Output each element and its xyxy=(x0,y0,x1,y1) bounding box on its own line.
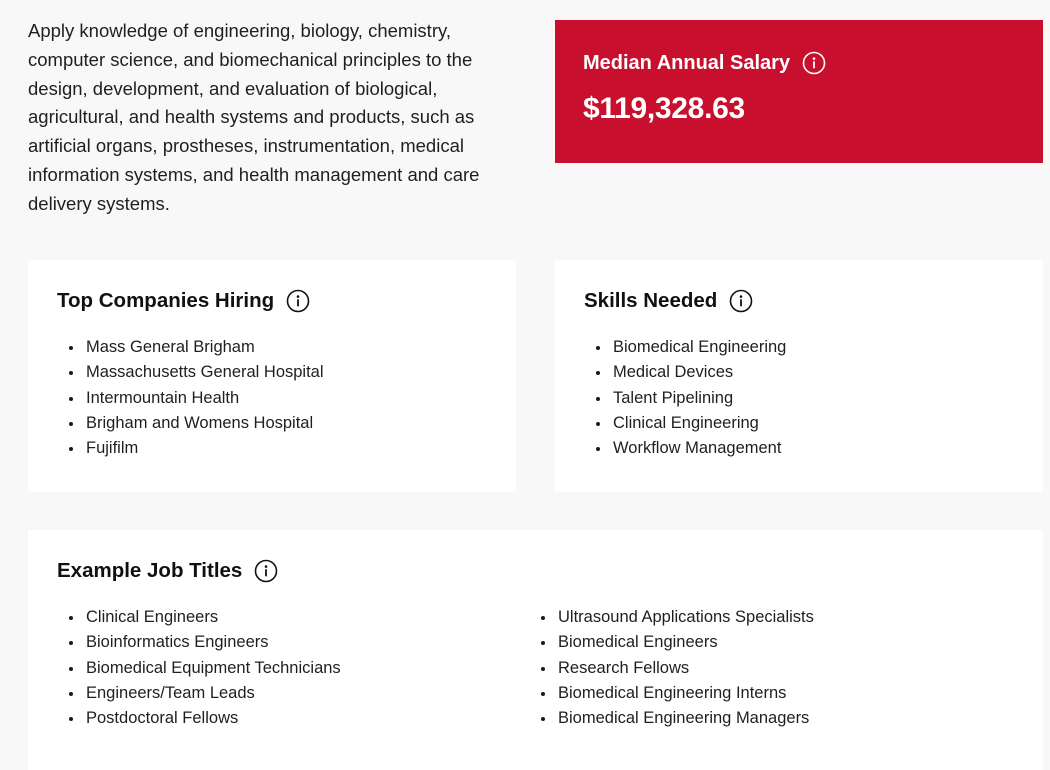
example-job-titles-title: Example Job Titles xyxy=(57,559,243,582)
top-companies-list xyxy=(28,335,324,461)
list-item: Postdoctoral Fellows xyxy=(57,706,341,731)
list-item: Workflow Management xyxy=(584,436,786,461)
job-titles-list-right xyxy=(500,605,814,731)
list-item: Talent Pipelining xyxy=(584,386,786,411)
occupation-description: Apply knowledge of engineering, biology, chemistry, computer science, and biomechanical principles to the design, development, and evaluation of biological, agricultural, and health systems and products, such as artificial organs, prostheses, instrumentation, medical information systems, and health management and care delivery systems. xyxy=(28,20,480,214)
job-titles-list-left xyxy=(28,605,341,731)
list-item: Bioinformatics Engineers xyxy=(57,630,341,655)
skills-needed-list xyxy=(555,335,786,461)
skills-needed-title: Skills Needed xyxy=(584,289,718,312)
example-job-titles-card xyxy=(28,530,1043,770)
list-item: Engineers/Team Leads xyxy=(57,681,341,706)
list-item: Biomedical Engineering Managers xyxy=(529,706,814,731)
example-job-titles-heading xyxy=(57,559,278,583)
salary-title-row xyxy=(583,50,1015,76)
list-item: Biomedical Engineering xyxy=(584,335,786,360)
info-icon[interactable] xyxy=(802,51,826,75)
list-item: Brigham and Womens Hospital xyxy=(57,411,324,436)
top-companies-card xyxy=(28,260,516,492)
info-icon[interactable] xyxy=(254,559,278,583)
list-item: Mass General Brigham xyxy=(57,335,324,360)
list-item: Medical Devices xyxy=(584,360,786,385)
skills-needed-heading xyxy=(584,289,753,313)
salary-title: Median Annual Salary xyxy=(583,51,791,74)
list-item: Biomedical Engineering Interns xyxy=(529,681,814,706)
skills-needed-card xyxy=(555,260,1043,492)
list-item: Biomedical Engineers xyxy=(529,630,814,655)
list-item: Intermountain Health xyxy=(57,386,324,411)
median-salary-card xyxy=(555,20,1043,163)
list-item: Massachusetts General Hospital xyxy=(57,360,324,385)
list-item: Ultrasound Applications Specialists xyxy=(529,605,814,630)
list-item: Clinical Engineers xyxy=(57,605,341,630)
top-companies-title: Top Companies Hiring xyxy=(57,289,275,312)
top-companies-heading xyxy=(57,289,310,313)
salary-value: $119,328.63 xyxy=(583,92,745,125)
info-icon[interactable] xyxy=(729,289,753,313)
list-item: Research Fellows xyxy=(529,656,814,681)
list-item: Biomedical Equipment Technicians xyxy=(57,656,341,681)
info-icon[interactable] xyxy=(286,289,310,313)
list-item: Clinical Engineering xyxy=(584,411,786,436)
list-item: Fujifilm xyxy=(57,436,324,461)
